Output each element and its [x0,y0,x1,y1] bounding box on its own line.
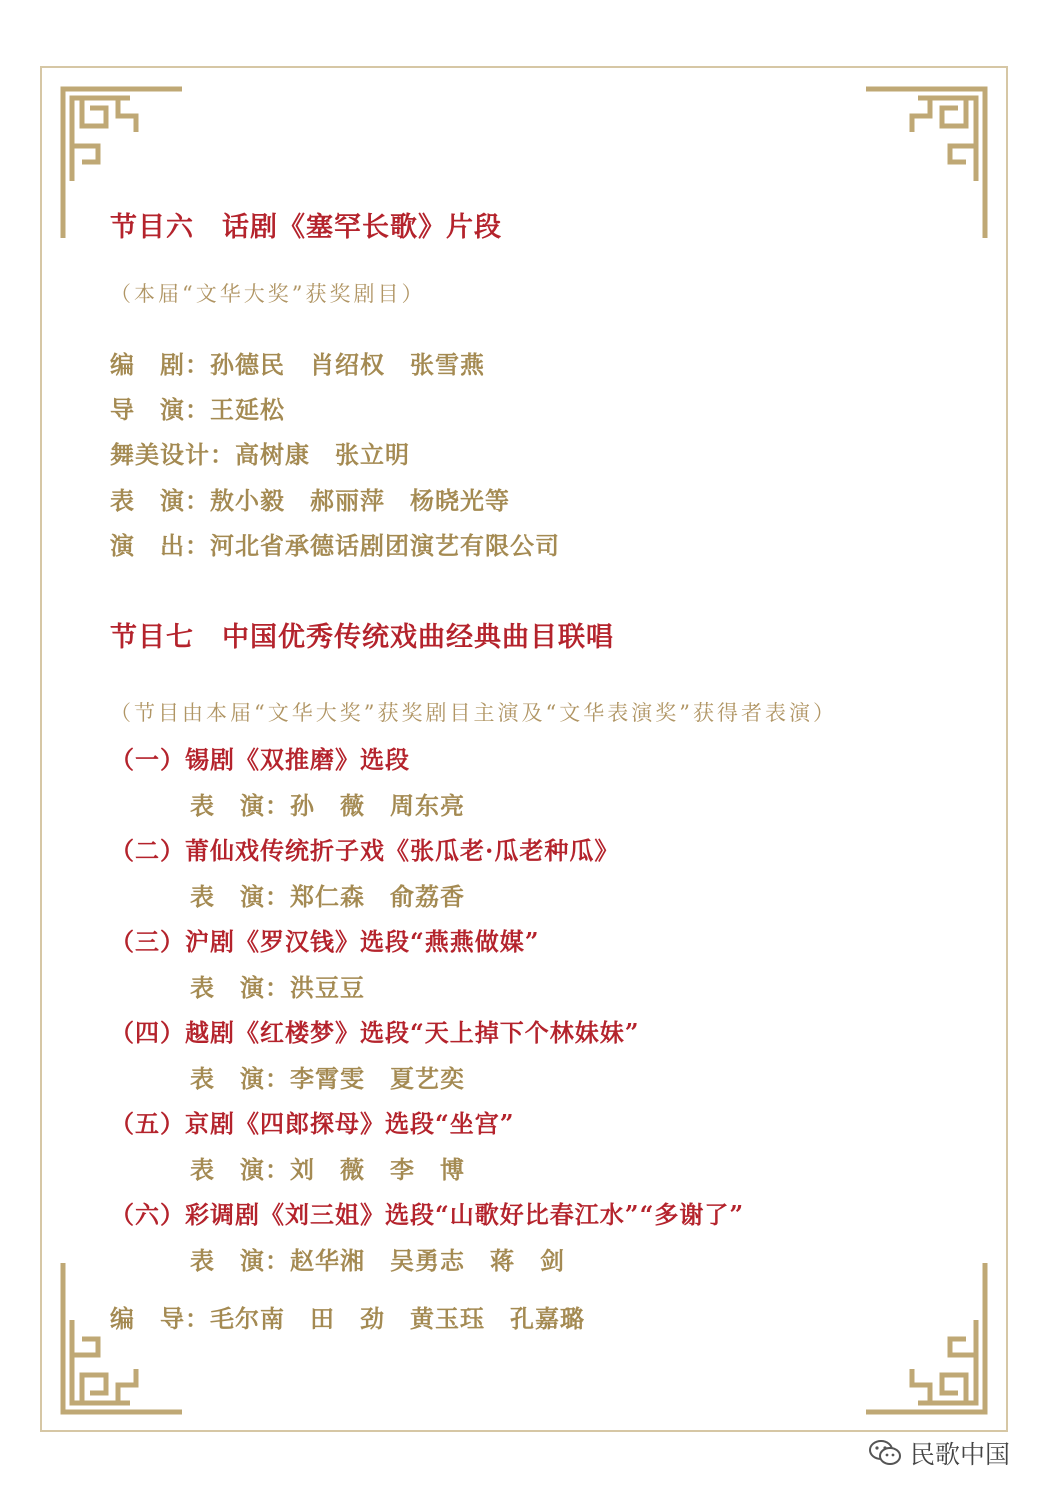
watermark-label: 民歌中国 [910,1440,1011,1469]
program7-item-performers: 表 演：郑仁森 俞荔香 [190,882,465,911]
program7-item-performers: 表 演：赵华湘 吴勇志 蒋 剑 [190,1246,565,1275]
program7-note: （节目由本届“文华大奖”获奖剧目主演及“文华表演奖”获得者表演） [110,701,837,725]
program7-item-performers: 表 演：孙 薇 周东亮 [190,791,465,820]
program7-item-title: （六）彩调剧《刘三姐》选段“山歌好比春江水”“多谢了” [110,1200,745,1229]
program7-item-performers: 表 演：洪豆豆 [190,973,365,1002]
program6-credit-stage-design: 舞美设计：高树康 张立明 [110,440,410,469]
program6-credit-writers: 编 剧：孙德民 肖绍权 张雪燕 [110,350,485,379]
corner-ornament-bottom-left [60,1260,185,1415]
watermark [868,1438,1010,1468]
program6-credit-cast: 表 演：敖小毅 郝丽萍 杨晓光等 [110,486,510,515]
program7-item-performers: 表 演：刘 薇 李 博 [190,1155,465,1184]
program7-item-performers: 表 演：李霄雯 夏艺奕 [190,1064,465,1093]
program6-credit-director: 导 演：王延松 [110,395,285,424]
program6-note: （本届“文华大奖”获奖剧目） [110,282,426,306]
corner-ornament-top-right [863,86,988,241]
corner-ornament-bottom-right [863,1260,988,1415]
program7-item-title: （四）越剧《红楼梦》选段“天上掉下个林妹妹” [110,1018,640,1047]
program6-title: 节目六 话剧《塞罕长歌》片段 [110,212,502,243]
program7-choreographer: 编 导：毛尔南 田 劲 黄玉珏 孔嘉璐 [110,1304,585,1333]
program7-item-title: （二）莆仙戏传统折子戏《张瓜老·瓜老种瓜》 [110,836,620,865]
program7-item-title: （一）锡剧《双推磨》选段 [110,745,410,774]
wechat-icon [868,1439,902,1467]
program6-credit-company: 演 出：河北省承德话剧团演艺有限公司 [110,531,560,560]
program7-item-title: （三）沪剧《罗汉钱》选段“燕燕做媒” [110,927,540,956]
program7-title: 节目七 中国优秀传统戏曲经典曲目联唱 [110,622,614,653]
program7-item-title: （五）京剧《四郎探母》选段“坐宫” [110,1109,515,1138]
